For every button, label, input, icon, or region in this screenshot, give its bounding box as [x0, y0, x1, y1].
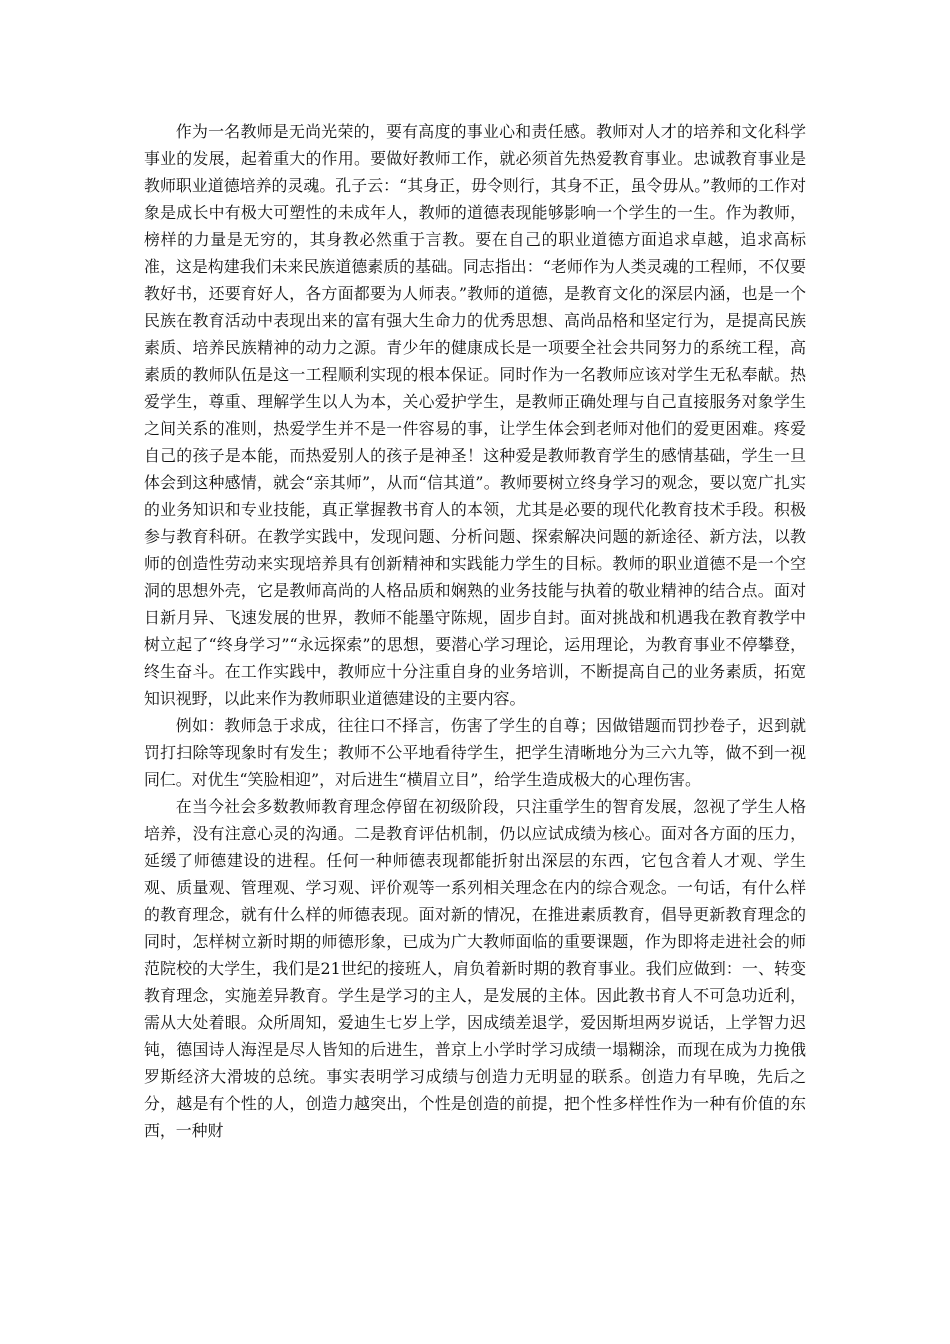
- paragraph-1: 作为一名教师是无尚光荣的，要有高度的事业心和责任感。教师对人才的培养和文化科学事业的发展，起着重大的作用。要做好教师工作，就必须首先热爱教育事业。忠诚教育事业是教师职业道德培养的灵魂。孔子云：“其身正，毋令则行，其身不正，虽令毋从。”教师的工作对象是成长中有极大可塑性的未成年人，教师的道德表现能够影响一个学生的一生。作为教师，榜样的力量是无穷的，其身教必然重于言教。要在自己的职业道德方面追求卓越，追求高标准，这是构建我们未来民族道德素质的基础。同志指出：“老师作为人类灵魂的工程师，不仅要教好书，还要育好人，各方面都要为人师表。”教师的道德，是教育文化的深层内涵，也是一个民族在教育活动中表现出来的富有强大生命力的优秀思想、高尚品格和坚定行为，是提高民族素质、培养民族精神的动力之源。青少年的健康成长是一项要全社会共同努力的系统工程，高素质的教师队伍是这一工程顺利实现的根本保证。同时作为一名教师应该对学生无私奉献。热爱学生，尊重、理解学生以人为本，关心爱护学生，是教师正确处理与自己直接服务对象学生之间关系的准则，热爱学生并不是一件容易的事，让学生体会到老师对他们的爱更困难。疼爱自己的孩子是本能，而热爱别人的孩子是神圣！这种爱是教师教育学生的感情基础，学生一旦体会到这种感情，就会“亲其师”，从而“信其道”。教师要树立终身学习的观念，要以宽广扎实的业务知识和专业技能，真正掌握教书育人的本领，尤其是必要的现代化教育技术手段。积极参与教育科研。在教学实践中，发现问题、分析问题、探索解决问题的新途径、新方法，以教师的创造性劳动来实现培养具有创新精神和实践能力学生的目标。教师的职业道德不是一个空洞的思想外壳，它是教师高尚的人格品质和娴熟的业务技能与执着的敬业精神的结合点。面对日新月异、飞速发展的世界，教师不能墨守陈规，固步自封。面对挑战和机遇我在教育教学中树立起了“终身学习”“永远探索”的思想，要潜心学习理论，运用理论，为教育事业不停攀登，终生奋斗。在工作实践中，教师应十分注重自身的业务培训，不断提高自己的业务素质，拓宽知识视野，以此来作为教师职业道德建设的主要内容。: [144, 122, 806, 708]
- paragraph-3: 在当今社会多数教师教育理念停留在初级阶段，只注重学生的智育发展，忽视了学生人格培养，没有注意心灵的沟通。二是教育评估机制，仍以应试成绩为核心。面对各方面的压力，延缓了师德建设的进程。任何一种师德表现都能折射出深层的东西，它包含着人才观、学生观、质量观、管理观、学习观、评价观等一系列相关理念在内的综合观念。一句话，有什么样的教育理念，就有什么样的师德表现。面对新的情况，在推进素质教育，倡导更新教育理念的同时，怎样树立新时期的师德形象，已成为广大教师面临的重要课题，作为即将走进社会的师范院校的大学生，我们是21世纪的接班人，肩负着新时期的教育事业。我们应做到：一、转变教育理念，实施差异教育。学生是学习的主人，是发展的主体。因此教书育人不可急功近利，需从大处着眼。众所周知，爱迪生七岁上学，因成绩差退学，爱因斯坦两岁说话，上学智力迟钝，德国诗人海涅是尽人皆知的后进生，普京上小学时学习成绩一塌糊涂，而现在成为力挽俄罗斯经济大滑坡的总统。事实表明学习成绩与创造力无明显的联系。创造力有早晚，先后之分，越是有个性的人，创造力越突出，个性是创造的前提，把个性多样性作为一种有价值的东西，一种财: [144, 797, 806, 1140]
- paragraph-2: 例如：教师急于求成，往往口不择言，伤害了学生的自尊；因做错题而罚抄卷子，迟到就罚打扫除等现象时有发生；教师不公平地看待学生，把学生清晰地分为三六九等，做不到一视同仁。对优生“笑脸相迎”，对后进生“横眉立目”，给学生造成极大的心理伤害。: [144, 716, 806, 789]
- document-page: [144, 118, 806, 1144]
